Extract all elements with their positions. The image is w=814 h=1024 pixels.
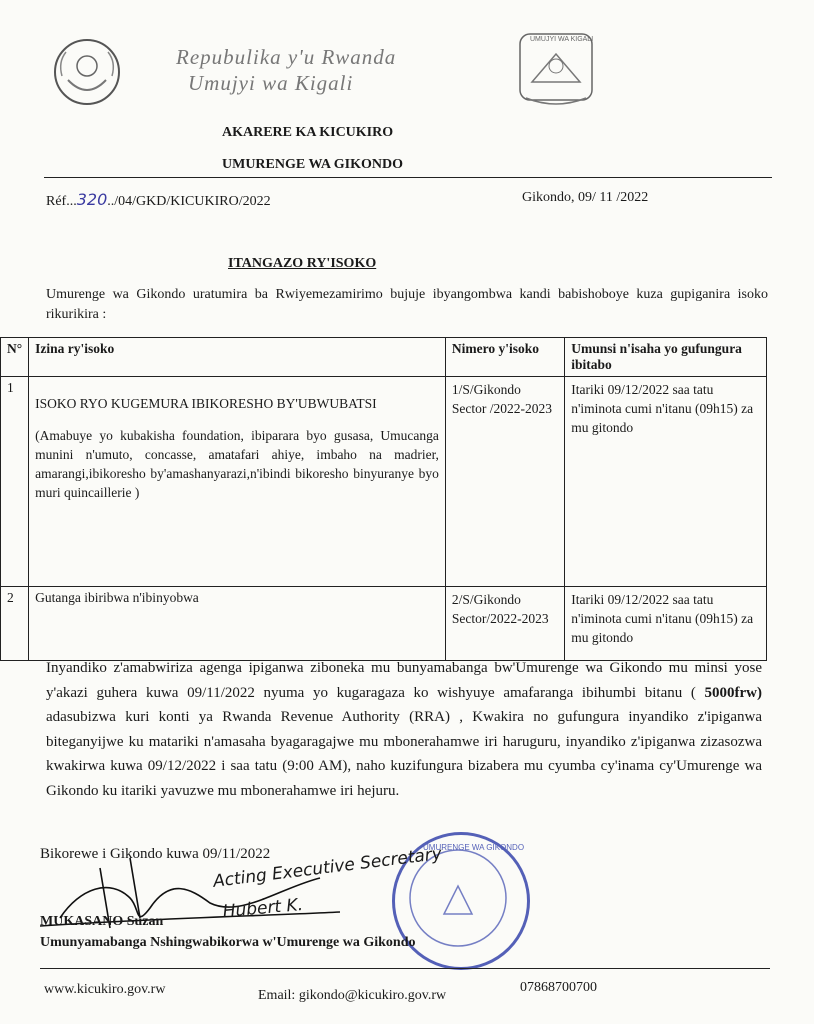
tender-name: ISOKO RYO KUGEMURA IBIKORESHO BY'UBWUBATSI <box>35 396 377 411</box>
footer-website: www.kicukiro.gov.rw <box>44 982 166 997</box>
handwritten-name: Hubert K. <box>222 894 304 922</box>
header-opening-date: Umunsi n'isaha yo gufungura ibitabo <box>565 338 767 377</box>
handwritten-title: Acting Executive Secretary <box>212 843 443 892</box>
seal-text: UMUJYI WA KIGALI <box>530 36 594 43</box>
header-number: N° <box>1 338 29 377</box>
intro-paragraph: Umurenge wa Gikondo uratumira ba Rwiyemezamirimo bujuje ibyangombwa kandi babishoboye kuza gupiganira isoko rikurikira : <box>46 287 768 322</box>
place-and-date: Gikondo, 09/ 11 /2022 <box>522 190 649 205</box>
letterhead-city: Umujyi wa Kigali <box>188 71 354 95</box>
done-at-line: Bikorewe i Gikondo kuwa 09/11/2022 <box>40 846 271 862</box>
tender-detail: (Amabuye yo kubakisha foundation, ibiparara byo gusasa, Umucanga munini n'umuto, concasse, amatafari ahiye, imbaho na madrier, amarangi,ibikoresho by'amashanyarazi,n'ibindi bikoresho binyuranye byo muri quincaillerie ) <box>35 428 439 500</box>
body-paragraph <box>46 656 762 803</box>
opening-date: Itariki 09/12/2022 saa tatu n'iminota cumi n'itanu (09h15) za mu gitondo <box>565 377 767 587</box>
reference-label: Réf... <box>46 194 77 209</box>
sector-name: UMURENGE WA GIKONDO <box>222 157 403 172</box>
stamp-text: UMURENGE WA GIKONDO <box>423 843 525 852</box>
notice-title: ITANGAZO RY'ISOKO <box>228 256 377 271</box>
table-row <box>1 587 767 661</box>
opening-date: Itariki 09/12/2022 saa tatu n'iminota cumi n'itanu (09h15) za mu gitondo <box>565 587 767 661</box>
table-header-row <box>1 338 767 377</box>
body-text-part1: Inyandiko z'amabwiriza agenga ipiganwa ziboneka mu bunyamabanga bw'Umurenge wa Gikondo mu minsi yose y'akazi guhera kuwa 09/11/2022 nyuma yo kugaragaza ko wishyuye amafaranga ibihumbi bitanu ( <box>46 660 762 701</box>
tender-name-cell <box>29 377 446 587</box>
reference-number: 320 <box>76 190 108 209</box>
reference-code: ../04/GKD/KICUKIRO/2022 <box>107 194 271 209</box>
signer-name: MUKASANO Suzan <box>40 914 164 929</box>
rwanda-coat-of-arms-emblem <box>48 36 126 113</box>
letterhead-country: Repubulika y'u Rwanda <box>176 45 397 69</box>
footer-divider <box>40 968 770 969</box>
row-number: 2 <box>1 587 29 661</box>
footer-phone: 07868700700 <box>520 980 597 995</box>
reference-line <box>46 190 271 210</box>
footer-email: Email: gikondo@kicukiro.gov.rw <box>258 988 447 1003</box>
city-of-kigali-seal <box>510 24 602 117</box>
district-name: AKARERE KA KICUKIRO <box>222 125 394 140</box>
header-tender-name: Izina ry'isoko <box>29 338 446 377</box>
fee-amount: 5000frw) <box>704 684 762 701</box>
tender-number: 1/S/Gikondo Sector /2022-2023 <box>445 377 564 587</box>
row-number: 1 <box>1 377 29 587</box>
tender-table <box>0 337 767 661</box>
tender-name: Gutanga ibiribwa n'ibinyobwa <box>29 587 446 661</box>
signer-title: Umunyamabanga Nshingwabikorwa w'Umurenge wa Gikondo <box>40 935 416 950</box>
header-tender-number: Nimero y'isoko <box>445 338 564 377</box>
body-text-part2: adasubizwa kuri konti ya Rwanda Revenue Authority (RRA) , Kwakira no gufungura inyandiko z'ipiganwa biteganyijwe ku matariki n'amasaha byagaragajwe mu mbonerahamwe iri haruguru, inyandiko z'ipiganwa zizasozwa kwakirwa kuwa 09/12/2022 i saa tatu (9:00 AM), naho kuzifungura bizabera mu cyumba cy'inama cy'Umurenge wa Gikondo ku itariki yavuzwe mu mbonerahamwe iri hejuru. <box>46 709 762 799</box>
tender-number: 2/S/Gikondo Sector/2022-2023 <box>445 587 564 661</box>
header-divider <box>44 177 772 178</box>
table-row <box>1 377 767 587</box>
